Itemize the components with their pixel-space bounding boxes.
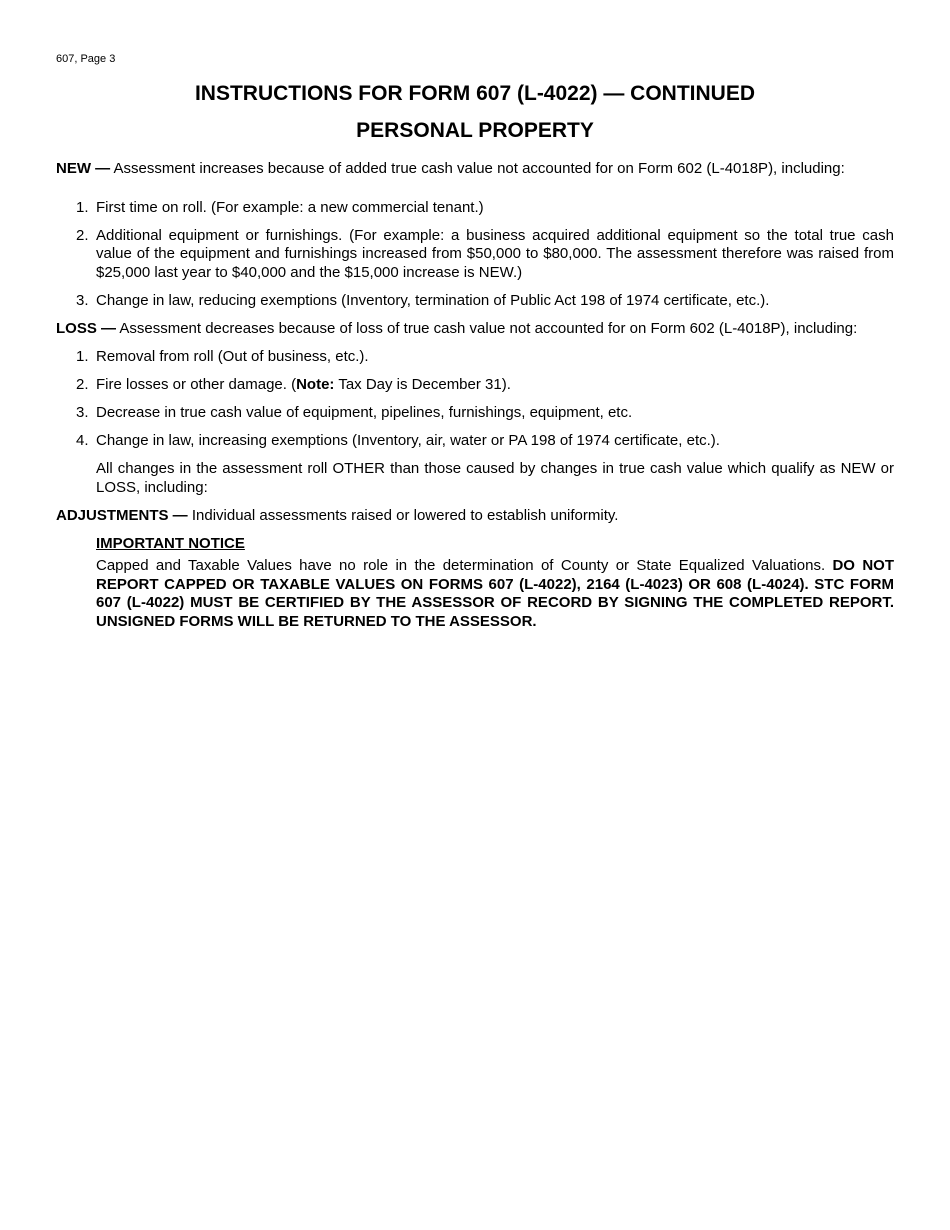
important-notice	[96, 535, 894, 632]
adjustments-text: Individual assessments raised or lowered to establish uniformity.	[187, 506, 619, 524]
instructions-body	[56, 160, 894, 631]
notice-heading: IMPORTANT NOTICE	[96, 534, 245, 552]
item-number: 3.	[76, 404, 89, 421]
loss-section-intro	[56, 320, 894, 339]
new-intro-text: Assessment increases because of added true cash value not accounted for on Form 602 (L-4018P), including:	[110, 160, 845, 177]
list-item	[56, 348, 894, 367]
new-items-list	[56, 199, 894, 311]
page-title: INSTRUCTIONS FOR FORM 607 (L-4022) — CONTINUED	[194, 82, 756, 105]
list-item	[56, 227, 894, 283]
item-text: Change in law, increasing exemptions (Inventory, air, water or PA 198 of 1974 certificate, etc.).	[96, 432, 720, 449]
note-label: Note:	[296, 376, 335, 393]
item-number: 2.	[76, 226, 89, 244]
item-text: Change in law, reducing exemptions (Inventory, termination of Public Act 198 of 1974 certificate, etc.).	[96, 291, 770, 309]
list-item	[56, 404, 894, 423]
adjustments-lead: ADJUSTMENTS —	[56, 506, 188, 524]
item-number: 1.	[76, 198, 89, 216]
item-number: 2.	[76, 376, 89, 393]
list-item	[56, 199, 894, 218]
new-section-intro	[56, 160, 894, 179]
page-label: 607, Page 3	[56, 53, 116, 65]
notice-body	[96, 557, 894, 631]
loss-lead: LOSS —	[56, 319, 117, 337]
item-text: Decrease in true cash value of equipment, pipelines, furnishings, equipment, etc.	[96, 404, 633, 421]
adjustments-section-intro	[56, 507, 894, 526]
all-changes-paragraph: All changes in the assessment roll OTHER than those caused by changes in true cash value which qualify as NEW or LOSS, including:	[96, 460, 894, 496]
list-item	[56, 432, 894, 451]
item-number: 3.	[76, 291, 89, 309]
item-text-after: Tax Day is December 31).	[334, 376, 511, 393]
list-item	[56, 376, 894, 395]
item-number: 1.	[76, 348, 89, 365]
notice-body-plain: Capped and Taxable Values have no role in the determination of County or State Equalized Valuations.	[96, 557, 833, 574]
item-text: Additional equipment or furnishings. (For example: a business acquired additional equipment so the total true cash value of the equipment and furnishings increased from $50,000 to $80,000. The assessment therefore was raised from $25,000 last year to $40,000 and the $15,000 increase is NEW.)	[96, 226, 894, 281]
list-item	[56, 292, 894, 311]
item-text-before: Fire losses or other damage. (	[96, 376, 297, 393]
loss-intro-text: Assessment decreases because of loss of true cash value not accounted for on Form 602 (L-4018P), including:	[116, 319, 858, 337]
loss-items-list	[56, 348, 894, 451]
item-text: First time on roll. (For example: a new commercial tenant.)	[96, 198, 484, 216]
new-lead: NEW —	[56, 160, 111, 177]
item-number: 4.	[76, 432, 89, 449]
item-text: Removal from roll (Out of business, etc.).	[96, 348, 369, 365]
notice-body-bold: DO NOT REPORT CAPPED OR TAXABLE VALUES ON FORMS 607 (L-4022), 2164 (L-4023) OR 608 (L-4024). STC FORM 607 (L-4022) MUST BE CERTIFIED BY THE ASSESSOR OF RECORD BY SIGNING THE COMPLETED REPORT. UNSIGNED FORMS WILL BE RETURNED TO THE ASSESSOR.	[96, 557, 894, 630]
page-subtitle: PERSONAL PROPERTY	[356, 119, 594, 142]
